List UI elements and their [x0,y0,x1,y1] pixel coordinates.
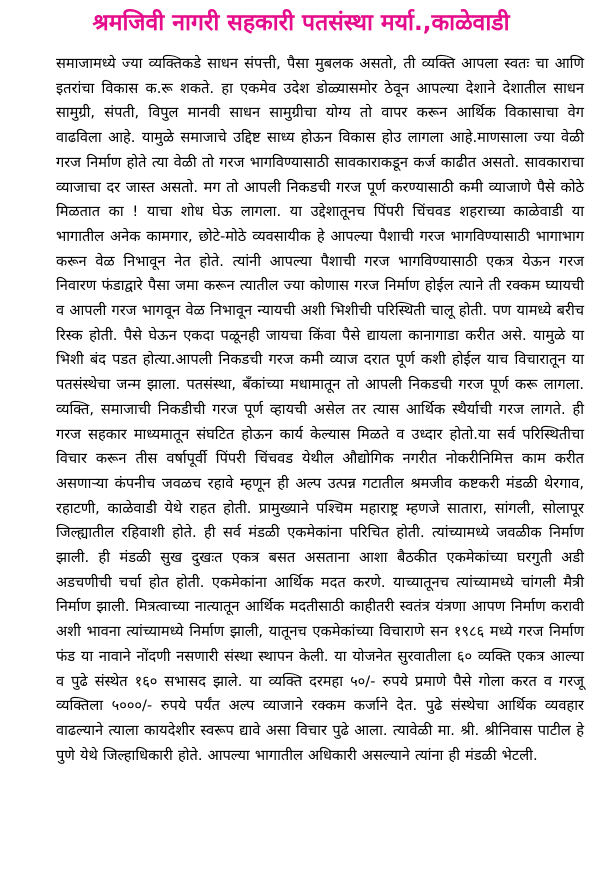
document-title: श्रमजिवी नागरी सहकारी पतसंस्था मर्या.,काळेवाडी [92,10,510,36]
body-paragraph: समाजामध्ये ज्या व्यक्तिकडे साधन संपत्ती, पैसा मुबलक असतो, ती व्यक्ति आपला स्वतः चा आणि इतरांचा विकास क.रू शकते. हा एकमेव उदेश डोळ्यासमोर ठेवून आपल्या देशाने देशातील साधन सामुग्री, संपती, विपुल मानवी साधन सामुग्रीचा योग्य तो वापर करून आर्थिक विकासाचा वेग वाढविला आहे. यामुळे समाजाचे उद्दिष्ट साध्य होऊन विकास होउ लागला आहे.माणसाला ज्या वेळी गरज निर्माण होते त्या वेळी तो गरज भागविण्यासाठी सावकाराकडून कर्ज काढीत असतो. सावकाराचा व्याजाचा दर जास्त असतो. मग तो आपली निकडची गरज पूर्ण करण्यासाठी कमी व्याजाणे पैसे कोठे मिळतात का ! याचा शोध घेऊ लागला. या उद्देशातूनच पिंपरी चिंचवड शहराच्या काळेवाडी या भागातील अनेक कामगार, छोटे-मोठे व्यवसायीक हे आपल्या पैशाची गरज भागविण्यासाठी भागाभाग करून वेळ निभावून नेत होते. त्यांनी आपल्या पैशाची गरज भागविण्यासाठी एकत्र येऊन गरज निवारण फंडाद्वारे पैसा जमा करून त्यातील ज्या कोणास गरज निर्माण होईल त्याने ती रक्कम घ्यायची व आपली गरज भागवून वेळ निभावून न्यायची अशी भिशीची परिस्थिती चालू होती. पण यामध्ये बरीच रिस्क होती. पैसे घेऊन एकदा पळूनही जायचा किंवा पैसे द्यायला कानागाडा करीत असे. यामुळे या भिशी बंद पडत होत्या.आपली निकडची गरज कमी व्याज दरात पूर्ण कशी होईल याच विचारातून या पतसंस्थेचा जन्म झाला. पतसंस्था, बँकांच्या मधामातून तो आपली निकडची गरज पूर्ण करू लागला. व्यक्ति, समाजाची निकडीची गरज पूर्ण व्हायची असेल तर त्यास आर्थिक स्थैर्याची गरज लागते. ही गरज सहकार माध्यमातून संघटित होऊन कार्य केल्यास मिळते व उध्दार होतो.या सर्व परिस्थितीचा विचार करून तीस वर्षापूर्वी पिंपरी चिंचवड येथील औद्योगिक नगरीत नोकरीनिमित्त काम करीत असणाऱ्या कंपनीच जवळच रहावे म्हणून ही अल्प उत्पन्न गटातील श्रमजीव कष्टकरी मंडळी थेरगाव, रहाटणी, काळेवाडी येथे राहत होती. प्रामुख्याने पश्चिम महाराष्ट्र म्हणजे सातारा, सांगली, सोलापूर जिल्ह्यातील रहिवाशी होते. ही सर्व मंडळी एकमेकांना परिचित होती. त्यांच्यामध्ये जवळीक निर्माण झाली. ही मंडळी सुख दुखःत एकत्र बसत असताना आशा बैठकीत एकमेकांच्या घरगुती अडी अडचणीची चर्चा होत होती. एकमेकांना आर्थिक मदत करणे. याच्यातूनच त्यांच्यामध्ये चांगली मैत्री निर्माण झाली. मित्रत्वाच्या नात्यातून आर्थिक मदतीसाठी काहीतरी स्वतंत्र यंत्रणा आपण निर्माण करावी अशी भावना त्यांच्यामध्ये निर्माण झाली, यातूनच एकमेकांच्या विचाराणे सन १९८६ मध्ये गरज निर्माण फंड या नावाने नोंदणी नसणारी संस्था स्थापन केली. या योजनेत सुरवातीला ६० व्यक्ति एकत्र आल्या व पुढे संस्थेत १६० सभासद झाले. या व्यक्ति दरमहा ५०/- रुपये प्रमाणे पैसे गोला करत व गरजू व्यक्तिला ५०००/- रुपये पर्यंत अल्प व्याजाने रक्कम कर्जाने देत. पुढे संस्थेचा आर्थिक व्यवहार वाढल्याने त्याला कायदेशीर स्वरूप द्यावे असा विचार पुढे आला. त्यावेळी मा. श्री. श्रीनिवास पाटील हे पुणे येथे जिल्हाधिकारी होते. आपल्या भागातील अधिकारी असल्याने त्यांना ही मंडळी भेटली. [56,55,584,764]
